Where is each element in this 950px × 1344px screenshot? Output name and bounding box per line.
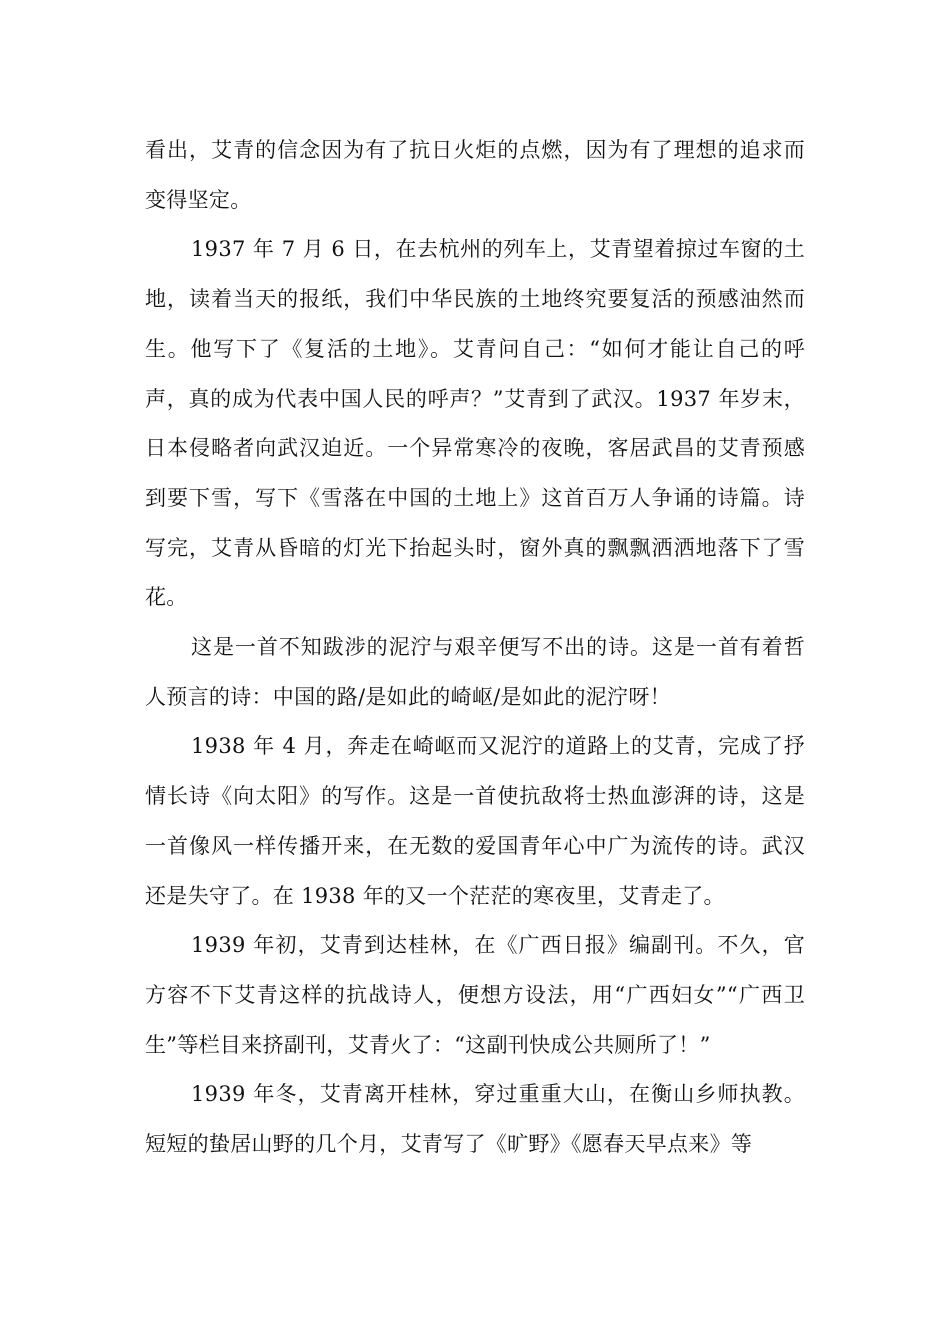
paragraph-1939-guilin: 1939 年初，艾青到达桂林，在《广西日报》编副刊。不久，官方容不下艾青这样的抗战诗人，便想方设法，用“广西妇女”“广西卫生”等栏目来挤副刊，艾青火了：“这副刊快成公共厕所了！” <box>145 933 805 1057</box>
paragraph-1939-winter: 1939 年冬，艾青离开桂林，穿过重重大山，在衡山乡师执教。短短的蛰居山野的几个月，艾青写了《旷野》《愿春天早点来》等 <box>145 1082 805 1157</box>
paragraph-1938-sun: 1938 年 4 月，奔走在崎岖而又泥泞的道路上的艾青，完成了抒情长诗《向太阳》的写作。这是一首使抗敌将士热血澎湃的诗，这是一首像风一样传播开来，在无数的爱国青年心中广为流传的诗。武汉还是失守了。在 1938 年的又一个茫茫的寒夜里，艾青走了。 <box>145 734 805 908</box>
body-text <box>145 126 805 1170</box>
paragraph-poem-prophecy: 这是一首不知跋涉的泥泞与艰辛便写不出的诗。这是一首有着哲人预言的诗：中国的路/是如此的崎岖/是如此的泥泞呀！ <box>145 635 805 709</box>
paragraph-continuation: 看出，艾青的信念因为有了抗日火炬的点燃，因为有了理想的追求而变得坚定。 <box>145 138 805 212</box>
paragraph-1937-train: 1937 年 7 月 6 日，在去杭州的列车上，艾青望着掠过车窗的土地，读着当天的报纸，我们中华民族的土地终究要复活的预感油然而生。他写下了《复活的土地》。艾青问自己：“如何才能让自己的呼声，真的成为代表中国人民的呼声？”艾青到了武汉。1937 年岁末，日本侵略者向武汉迫近。一个异常寒冷的夜晚，客居武昌的艾青预感到要下雪，写下《雪落在中国的土地上》这首百万人争诵的诗篇。诗写完，艾青从昏暗的灯光下抬起头时，窗外真的飘飘洒洒地落下了雪花。 <box>145 237 805 610</box>
